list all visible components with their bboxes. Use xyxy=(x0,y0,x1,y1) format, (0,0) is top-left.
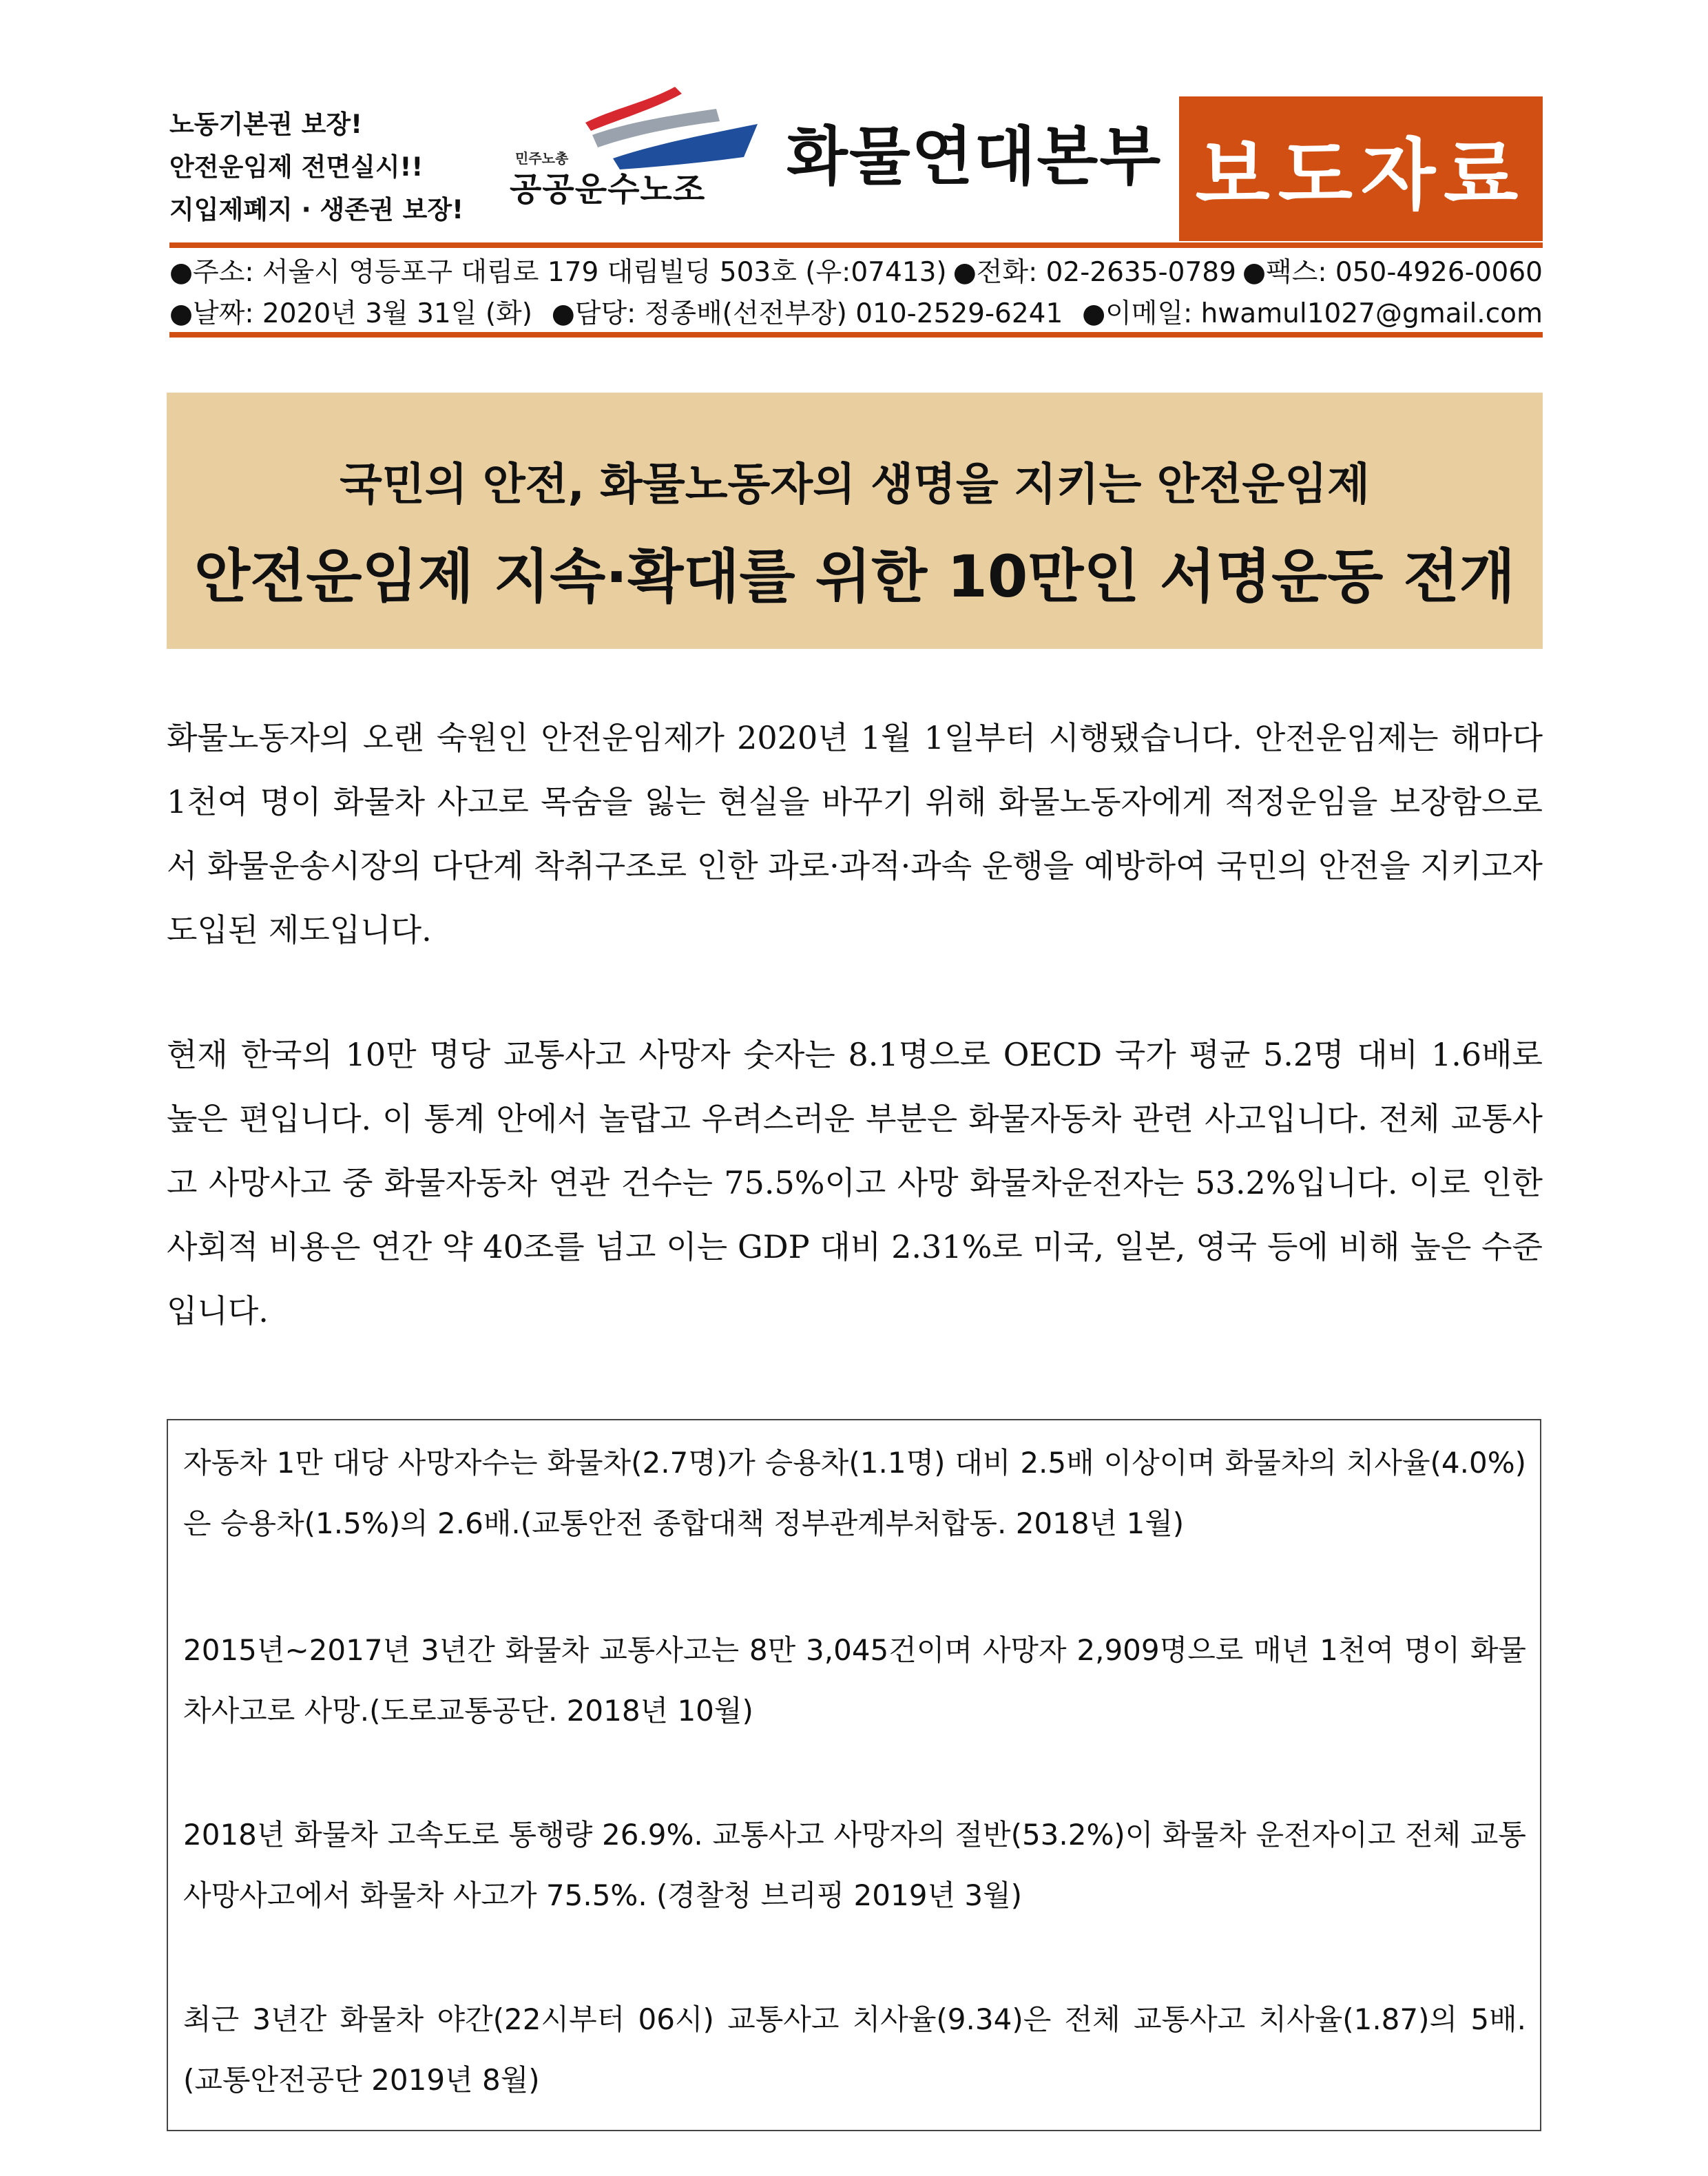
header-rule-top xyxy=(169,242,1543,248)
contact-line-2 xyxy=(169,292,1543,331)
header-rule-bottom xyxy=(169,332,1543,338)
press-release-label: 보도자료 xyxy=(1195,130,1527,220)
contact-fax: ●팩스: 050-4926-0060 xyxy=(1242,257,1543,288)
fact-item-1: 자동차 1만 대당 사망자수는 화물차(2.7명)가 승용차(1.1명) 대비 2.5배 이상이며 화물차의 치사율(4.0%)은 승용차(1.5%)의 2.6배.(교통안전 종합대책 정부관계부처합동. 2018년 1월) xyxy=(183,1446,1526,1540)
headline-subtitle: 국민의 안전, 화물노동자의 생명을 지키는 안전운임제 xyxy=(340,459,1370,510)
contact-address: ●주소: 서울시 영등포구 대림로 179 대림빌딩 503호 (우:07413) xyxy=(169,257,947,288)
headline-box xyxy=(167,393,1543,649)
fact-box xyxy=(167,1419,1541,2131)
contact-date: ●날짜: 2020년 3월 31일 (화) xyxy=(169,298,532,329)
contact-line-1 xyxy=(169,251,1543,289)
fact-item-3: 2018년 화물차 고속도로 통행량 26.9%. 교통사고 사망자의 절반(53.2%)이 화물차 운전자이고 전체 교통사망사고에서 화물차 사고가 75.5%. (경찰청 브리핑 2019년 3월) xyxy=(183,1818,1526,1912)
slogan-1: 노동기본권 보장! xyxy=(169,110,362,139)
contact-email[interactable]: ●이메일: hwamul1027@gmail.com xyxy=(1082,298,1543,329)
logo-union-name: 공공운수노조 xyxy=(510,170,706,209)
body-paragraph-2: 현재 한국의 10만 명당 교통사고 사망자 숫자는 8.1명으로 OECD 국가 평균 5.2명 대비 1.6배로 높은 편입니다. 이 통계 안에서 놀랍고 우려스러운 부분은 화물자동차 관련 사고입니다. 전체 교통사고 사망사고 중 화물자동차 연관 건수는 75.5%이고 사망 화물차운전자는 53.2%입니다. 이로 인한 사회적 비용은 연간 약 40조를 넘고 이는 GDP 대비 2.31%로 미국, 일본, 영국 등에 비해 높은 수준입니다. xyxy=(167,1036,1543,1329)
slogan-3: 지입제폐지 · 생존권 보장! xyxy=(169,195,464,225)
slogan-2: 안전운임제 전면실시!! xyxy=(169,152,424,182)
org-name: 화물연대본부 xyxy=(787,120,1163,194)
headline-title: 안전운임제 지속·확대를 위한 10만인 서명운동 전개 xyxy=(194,543,1515,610)
logo-small-text: 민주노총 xyxy=(515,150,569,167)
contact-person: ●담당: 정종배(선전부장) 010-2529-6241 xyxy=(551,298,1063,329)
body-paragraph-1: 화물노동자의 오랜 숙원인 안전운임제가 2020년 1월 1일부터 시행됐습니다. 안전운임제는 해마다 1천여 명이 화물차 사고로 목숨을 잃는 현실을 바꾸기 위해 화물노동자에게 적정운임을 보장함으로서 화물운송시장의 다단계 착취구조로 인한 과로·과적·과속 운행을 예방하여 국민의 안전을 지키고자 도입된 제도입니다. xyxy=(167,719,1543,949)
slogan-list xyxy=(169,103,500,231)
contact-phone: ●전화: 02-2635-0789 xyxy=(952,257,1236,288)
union-logo xyxy=(510,81,764,209)
fact-item-4: 최근 3년간 화물차 야간(22시부터 06시) 교통사고 치사율(9.34)은 전체 교통사고 치사율(1.87)의 5배. (교통안전공단 2019년 8월) xyxy=(183,2002,1526,2097)
fact-item-2: 2015년~2017년 3년간 화물차 교통사고는 8만 3,045건이며 사망자 2,909명으로 매년 1천여 명이 화물차사고로 사망.(도로교통공단. 2018년 10월) xyxy=(183,1633,1526,1728)
press-release-badge xyxy=(1179,96,1543,241)
